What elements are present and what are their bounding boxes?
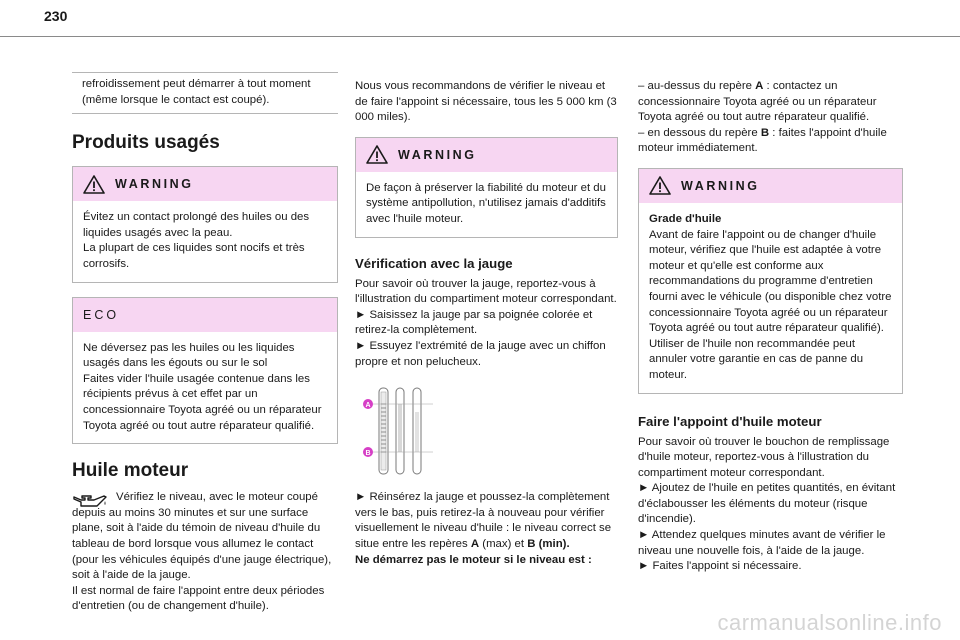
- line2-mark-b: B: [760, 126, 770, 139]
- dipstick-step: ► Saisissez la jauge par sa poignée colorée et retirez-la complètement.: [355, 308, 593, 337]
- warning-text: De façon à préserver la fiabilité du moteur et du système antipollution, n'utilisez jamais d'additifs avec l'huile moteur.: [366, 181, 606, 225]
- warning-box-additives: [355, 137, 618, 238]
- section-title-engine-oil: Huile moteur: [72, 460, 189, 482]
- dipstick-step-3: [355, 490, 618, 552]
- warning-label: WARNING: [681, 178, 760, 193]
- intro-continuation-box: [72, 72, 338, 114]
- eco-label: ECO: [83, 307, 120, 322]
- watermark: carmanualsonline.info: [717, 610, 942, 635]
- warning-triangle-icon: [649, 176, 671, 195]
- engine-oil-paragraph: Vérifiez le niveau, avec le moteur coupé depuis au moins 30 minutes et sur une surface plane, soit à l'aide du témoin de niveau d'huile du tableau de bord lorsque vous allumez le contact (pour les véhicules équipés d'une jauge électrique), soit à l'aide de la jauge.: [72, 491, 332, 582]
- step3-text-mid: (max) et: [479, 537, 528, 550]
- line1-mark-a: A: [755, 80, 764, 92]
- topup-step: ► Ajoutez de l'huile en petites quantités, en évitant d'éclabousser les éléments du moteur (risque d'incendie).: [638, 482, 896, 526]
- topup-intro: Pour savoir où trouver le bouchon de remplissage d'huile moteur, reportez-vous à l'illustration du compartiment moteur correspondant.: [638, 435, 890, 479]
- page-number: 230: [44, 8, 68, 24]
- warning-box-oil-grade: [638, 168, 903, 394]
- column-2: [355, 79, 618, 568]
- engine-oil-paragraph: Il est normal de faire l'appoint entre deux périodes d'entretien (ou de changement d'huile).: [72, 584, 325, 613]
- step3-text: ► Réinsérez la jauge et poussez-la complètement vers le bas, puis retirez-la à nouveau pour vérifier visuellement le niveau d'huile : le niveau correct se situe entre les repères: [355, 491, 612, 550]
- line2-suffix: : faites l'appoint d'huile moteur immédiatement.: [638, 126, 887, 155]
- oil-can-icon: [72, 493, 108, 509]
- warning-label: WARNING: [398, 147, 477, 162]
- warning-header: [73, 167, 337, 201]
- above-mark-a-text: [638, 79, 903, 126]
- eco-header: [73, 298, 337, 332]
- intro-text: refroidissement peut démarrer à tout moment (même lorsque le contact est coupé).: [82, 78, 311, 106]
- section-title-used-products: Produits usagés: [72, 132, 220, 154]
- warning-body: [356, 172, 617, 237]
- warning-line: La plupart de ces liquides sont nocifs et très corrosifs.: [83, 242, 305, 270]
- top-divider: [0, 36, 960, 37]
- line2-prefix: – en dessous du repère: [638, 126, 761, 139]
- line1-suffix: : contactez un concessionnaire Toyota agréé ou un réparateur Toyota agréé ou tout autre réparateur qualifié.: [638, 80, 877, 124]
- dipstick-step: ► Essuyez l'extrémité de la jauge avec un chiffon propre et non pelucheux.: [355, 339, 606, 368]
- eco-body: [73, 332, 337, 444]
- warning-header: [356, 138, 617, 172]
- warning-label: WARNING: [115, 177, 194, 192]
- line1-prefix: – au-dessus du repère: [638, 80, 756, 92]
- subsection-title-topup: Faire l'appoint d'huile moteur: [638, 413, 822, 429]
- step3-mark-b: B (min).: [527, 537, 570, 550]
- recommendation-text: Nous vous recommandons de vérifier le niveau et de faire l'appoint si nécessaire, tous les 5 000 km (3 000 miles).: [355, 80, 617, 124]
- engine-oil-text: [72, 490, 338, 615]
- column-1: [72, 72, 338, 615]
- subsection-title-dipstick: Vérification avec la jauge: [355, 255, 513, 271]
- warning-line: Évitez un contact prolongé des huiles ou des liquides usagés avec la peau.: [83, 211, 310, 239]
- warning-box-used-products: [72, 166, 338, 282]
- warning-triangle-icon: [83, 175, 105, 194]
- warning-body: [73, 201, 337, 281]
- below-mark-b-text: [638, 126, 903, 157]
- marker-a-text: A: [365, 402, 371, 410]
- warning-body: [639, 203, 902, 393]
- step3-mark-a: A: [470, 537, 480, 550]
- warning-header: [639, 169, 902, 203]
- marker-b-text: B: [365, 450, 371, 458]
- warning-triangle-icon: [366, 145, 388, 164]
- topup-step: ► Attendez quelques minutes avant de vérifier le niveau une nouvelle fois, à l'aide de la jauge.: [638, 529, 886, 557]
- column-3: [638, 79, 903, 575]
- dipstick-intro: Pour savoir où trouver la jauge, reportez-vous à l'illustration du compartiment moteur correspondant.: [355, 277, 617, 306]
- oil-grade-warranty-text: Utiliser de l'huile non recommandée peut annuler votre garantie en cas de panne du moteur.: [649, 337, 864, 381]
- eco-box: [72, 297, 338, 445]
- eco-line: Faites vider l'huile usagée contenue dans les récipients prévus à cet effet par un concessionnaire Toyota agréé ou un réparateur Toyota agréé ou tout autre réparateur qualifié.: [83, 372, 322, 432]
- oil-grade-title: Grade d'huile: [649, 212, 722, 225]
- oil-grade-text: Avant de faire l'appoint ou de changer d'huile moteur, vérifiez que l'huile est adaptée à votre moteur et qu'elle est conforme aux recommandations du programme d'entretien fourni avec le véhicule (ou disponible chez votre concessionnaire Toyota agréé ou un réparateur Toyota agréé ou tout autre réparateur qualifié).: [649, 228, 892, 335]
- eco-line: Ne déversez pas les huiles ou les liquides usagés dans les égouts ou sur le sol: [83, 341, 295, 370]
- do-not-start-warning: Ne démarrez pas le moteur si le niveau est :: [355, 553, 592, 566]
- topup-step: ► Faites l'appoint si nécessaire.: [638, 560, 802, 573]
- dipstick-illustration: [361, 382, 441, 482]
